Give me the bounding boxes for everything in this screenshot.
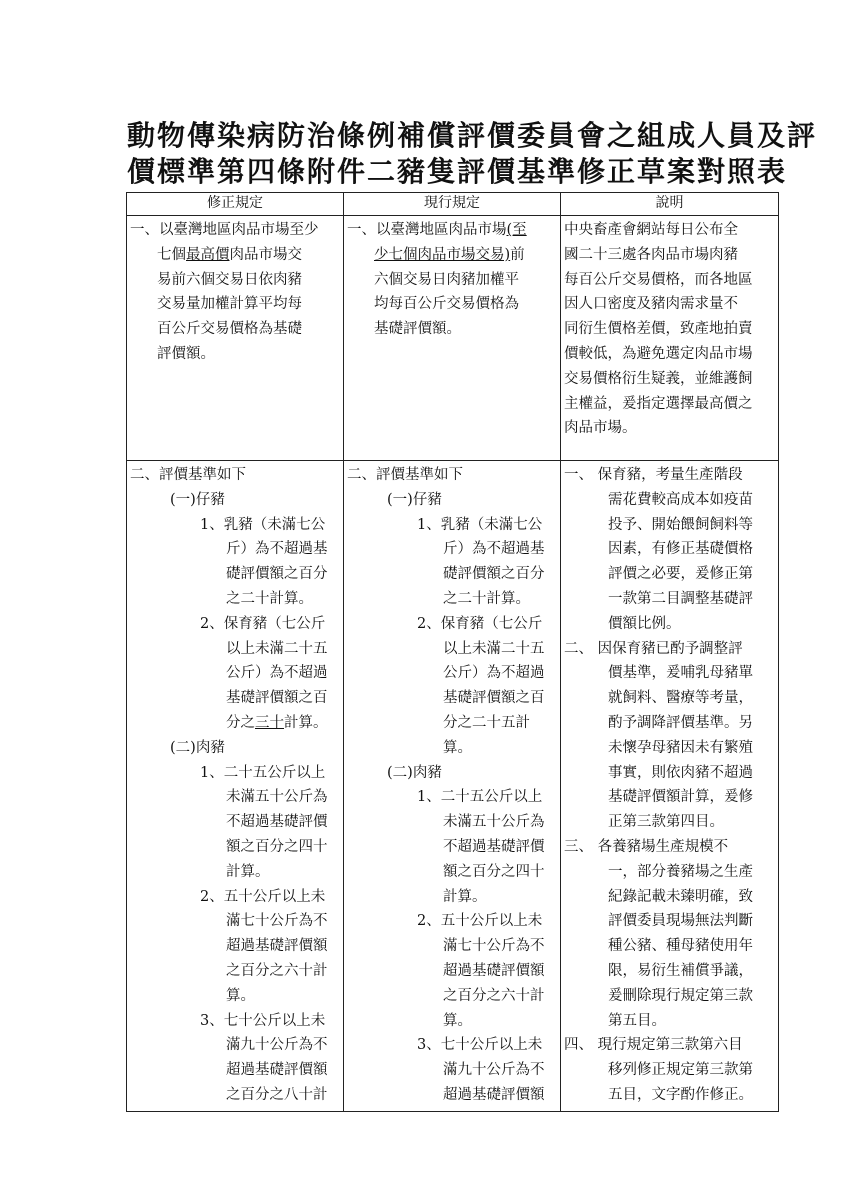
text-line: (二)肉豬 bbox=[170, 739, 225, 756]
text-line: 基礎評價額之百 bbox=[226, 690, 328, 707]
revised-cell bbox=[127, 461, 344, 1112]
text-line: 之二十計算。 bbox=[226, 590, 313, 607]
revised-cell bbox=[127, 216, 344, 461]
text-line: 2、五十公斤以上未 bbox=[200, 888, 326, 905]
text-line: 額之百分之四十 bbox=[443, 863, 545, 880]
text-line: 分之三十計算。 bbox=[226, 714, 328, 731]
text-line: 爰刪除現行規定第三款 bbox=[608, 987, 753, 1004]
text-line: 之百分之六十計 bbox=[443, 987, 545, 1004]
underlined-text: (至 bbox=[506, 222, 527, 238]
text-line: 3、七十公斤以上未 bbox=[200, 1012, 326, 1029]
text-line: 每百公斤交易價格，而各地區 bbox=[564, 271, 753, 288]
text-line: 未滿五十公斤為 bbox=[443, 814, 545, 831]
text-line: 百公斤交易價格為基礎 bbox=[157, 321, 302, 338]
header-row bbox=[127, 193, 779, 216]
text-line: 一、 保育豬，考量生產階段 bbox=[564, 467, 743, 483]
underlined-text: 少七個肉品市場交易) bbox=[374, 246, 511, 263]
text-line: 公斤）為不超過 bbox=[443, 665, 545, 682]
text-line: 事實，則依肉豬不超過 bbox=[608, 764, 753, 781]
text-line: 基礎評價額計算，爰修 bbox=[608, 789, 753, 806]
text-line: 3、七十公斤以上未 bbox=[417, 1037, 543, 1054]
text-line: 未滿五十公斤為 bbox=[226, 789, 328, 806]
explanation-cell bbox=[561, 461, 779, 1112]
text-line: 1、乳豬（未滿七公 bbox=[200, 516, 326, 533]
text-line: 二、評價基準如下 bbox=[130, 467, 246, 483]
text-line: 2、保育豬（七公斤 bbox=[417, 615, 543, 632]
text-line: 滿九十公斤為不 bbox=[443, 1062, 545, 1079]
text-line: 滿九十公斤為不 bbox=[226, 1037, 328, 1054]
text-line: 因人口密度及豬肉需求量不 bbox=[564, 296, 738, 313]
table-row bbox=[127, 216, 779, 461]
current-cell bbox=[344, 216, 561, 461]
header-explanation: 說明 bbox=[561, 193, 779, 216]
text-line: 超過基礎評價額 bbox=[443, 962, 545, 979]
header-current: 現行規定 bbox=[344, 193, 561, 216]
text-line: 不超過基礎評價 bbox=[226, 814, 328, 831]
text-line: 七個最高價肉品市場交 bbox=[157, 246, 302, 263]
text-line: 之百分之六十計 bbox=[226, 962, 328, 979]
text-line: 五目，文字酌作修正。 bbox=[608, 1086, 753, 1103]
text-line: 滿七十公斤為不 bbox=[226, 913, 328, 930]
text-line: 交易量加權計算平均每 bbox=[157, 296, 302, 313]
text-line: 以上未滿二十五 bbox=[226, 640, 328, 657]
text-line: 二、評價基準如下 bbox=[347, 467, 463, 483]
text-line: 不超過基礎評價 bbox=[443, 838, 545, 855]
text-line: 公斤）為不超過 bbox=[226, 665, 328, 682]
document-title bbox=[127, 118, 818, 190]
text-line: 價基準，爰哺乳母豬單 bbox=[608, 665, 753, 682]
text-line: 均每百公斤交易價格為 bbox=[374, 296, 519, 313]
text-line: 正第三款第四目。 bbox=[608, 814, 724, 831]
underlined-text: 三十 bbox=[255, 714, 284, 731]
explanation-cell bbox=[561, 216, 779, 461]
text-line: 少七個肉品市場交易)前 bbox=[374, 246, 525, 263]
text-line: 六個交易日肉豬加權平 bbox=[374, 271, 519, 288]
text-line: 斤）為不超過基 bbox=[443, 541, 545, 558]
text-line: 算。 bbox=[443, 739, 472, 756]
text-line: 斤）為不超過基 bbox=[226, 541, 328, 558]
text-line: 紀錄記載未臻明確，致 bbox=[608, 888, 753, 905]
comparison-table bbox=[126, 192, 779, 1112]
text-line: 國二十三處各肉品市場肉豬 bbox=[564, 246, 738, 263]
text-line: 第五目。 bbox=[608, 1012, 666, 1029]
text-line: 算。 bbox=[226, 987, 255, 1004]
header-revised: 修正規定 bbox=[127, 193, 344, 216]
text-line: 種公豬、種母豬使用年 bbox=[608, 938, 753, 955]
text-line: 肉品市場。 bbox=[564, 420, 637, 437]
underlined-text: 最高價 bbox=[186, 246, 230, 263]
text-line: 之百分之八十計 bbox=[226, 1086, 328, 1103]
text-line: 2、五十公斤以上未 bbox=[417, 913, 543, 930]
text-line: 限，易衍生補償爭議， bbox=[608, 962, 753, 979]
text-line: 2、保育豬（七公斤 bbox=[200, 615, 326, 632]
title-line-1: 動物傳染病防治條例補償評價委員會之組成人員及評 bbox=[127, 119, 818, 152]
text-line: 1、二十五公斤以上 bbox=[200, 764, 326, 781]
text-line: 一，部分養豬場之生產 bbox=[608, 863, 753, 880]
text-line: 滿七十公斤為不 bbox=[443, 938, 545, 955]
text-line: 未懷孕母豬因未有繁殖 bbox=[608, 739, 753, 756]
text-line: 同衍生價格差價，致產地拍賣 bbox=[564, 321, 753, 338]
text-line: 主權益，爰指定選擇最高價之 bbox=[564, 395, 753, 412]
text-line: 基礎評價額之百 bbox=[443, 690, 545, 707]
text-line: 分之二十五計 bbox=[443, 714, 530, 731]
text-line: 易前六個交易日依肉豬 bbox=[157, 271, 302, 288]
text-line: 中央畜產會網站每日公布全 bbox=[564, 222, 738, 238]
text-line: (二)肉豬 bbox=[387, 764, 442, 781]
text-line: 超過基礎評價額 bbox=[226, 1062, 328, 1079]
text-line: 超過基礎評價額 bbox=[226, 938, 328, 955]
text-line: 需花費較高成本如疫苗 bbox=[608, 491, 753, 508]
text-line: 一、以臺灣地區肉品市場(至 bbox=[347, 222, 527, 238]
title-line-2: 價標準第四條附件二豬隻評價基準修正草案對照表 bbox=[127, 155, 788, 188]
text-line: 超過基礎評價額 bbox=[443, 1086, 545, 1103]
text-line: 四、 現行規定第三款第六目 bbox=[564, 1037, 743, 1054]
text-line: 計算。 bbox=[443, 888, 487, 905]
text-line: 礎評價額之百分 bbox=[226, 566, 328, 583]
text-line: 價較低，為避免選定肉品市場 bbox=[564, 345, 753, 362]
text-line: 因素，有修正基礎價格 bbox=[608, 541, 753, 558]
text-line: 交易價格衍生疑義，並維護飼 bbox=[564, 370, 753, 387]
text-line: 基礎評價額。 bbox=[374, 321, 461, 338]
text-line: 三、 各養豬場生產規模不 bbox=[564, 838, 729, 855]
text-line: (一)仔豬 bbox=[387, 491, 442, 508]
text-line: (一)仔豬 bbox=[170, 491, 225, 508]
text-line: 評價額。 bbox=[157, 345, 215, 362]
text-line: 就飼料、醫療等考量， bbox=[608, 690, 753, 707]
text-line: 價額比例。 bbox=[608, 615, 681, 632]
text-line: 一款第二目調整基礎評 bbox=[608, 590, 753, 607]
text-line: 算。 bbox=[443, 1012, 472, 1029]
text-line: 評價委員現場無法判斷 bbox=[608, 913, 753, 930]
current-cell bbox=[344, 461, 561, 1112]
text-line: 一、以臺灣地區肉品市場至少 bbox=[130, 222, 319, 238]
text-line: 評價之必要，爰修正第 bbox=[608, 566, 753, 583]
text-line: 之二十計算。 bbox=[443, 590, 530, 607]
text-line: 移列修正規定第三款第 bbox=[608, 1062, 753, 1079]
text-line: 1、二十五公斤以上 bbox=[417, 789, 543, 806]
text-line: 酌予調降評價基準。另 bbox=[608, 714, 753, 731]
text-line: 額之百分之四十 bbox=[226, 838, 328, 855]
text-line: 二、 因保育豬已酌予調整評 bbox=[564, 640, 743, 657]
text-line: 1、乳豬（未滿七公 bbox=[417, 516, 543, 533]
text-line: 礎評價額之百分 bbox=[443, 566, 545, 583]
table-row bbox=[127, 461, 779, 1112]
text-line: 計算。 bbox=[226, 863, 270, 880]
text-line: 以上未滿二十五 bbox=[443, 640, 545, 657]
text-line: 投予、開始餵飼飼料等 bbox=[608, 516, 753, 533]
